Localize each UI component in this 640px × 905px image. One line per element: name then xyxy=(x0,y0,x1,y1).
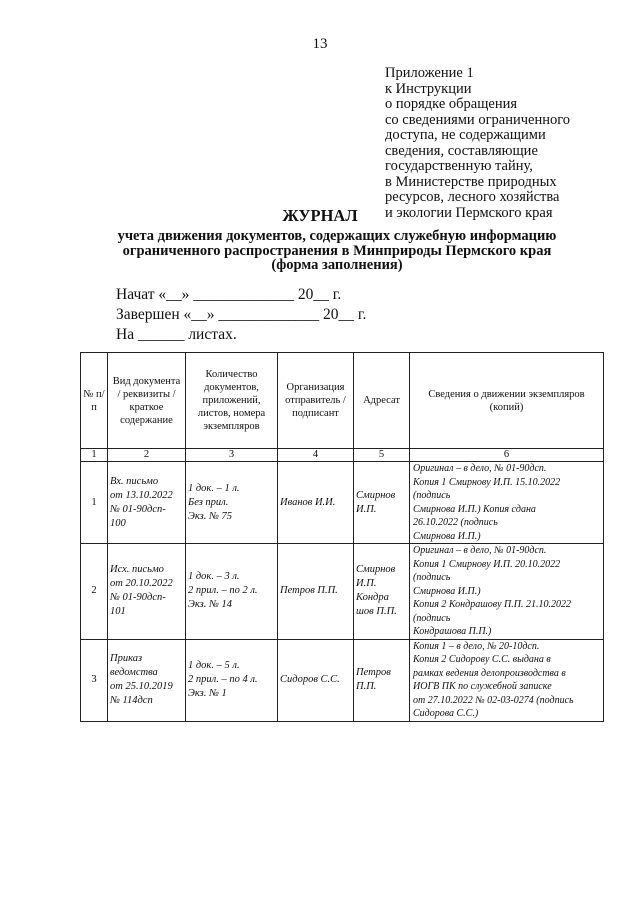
cell-line: Кондра xyxy=(356,592,389,604)
appendix-line: к Инструкции xyxy=(385,80,472,97)
cell-line: 1 док. – 3 л. xyxy=(188,571,240,583)
appendix-line: Приложение 1 xyxy=(385,65,474,81)
cell-line: Кондрашова П.П.) xyxy=(413,626,492,637)
cell-line: Приказ xyxy=(110,653,143,664)
cell-line: Петров xyxy=(356,667,391,678)
cell-line: № 114дсп xyxy=(110,695,153,706)
movement-cell xyxy=(410,462,604,544)
cell-line: Петров П.П. xyxy=(280,585,338,597)
cell-line: (подпись xyxy=(413,490,451,501)
organization-cell xyxy=(278,639,354,721)
appendix-line: государственную тайну, xyxy=(385,158,533,174)
header-organization: Организация отправитель / подписант xyxy=(278,353,354,449)
sheets-line: На ______ листах. xyxy=(116,326,237,343)
cell-line: Иванов И.И. xyxy=(280,496,336,508)
cell-line: П.П. xyxy=(356,681,377,692)
journal-table xyxy=(80,352,604,722)
row-number: 1 xyxy=(81,462,108,544)
column-number-row xyxy=(81,449,604,462)
cell-line: Оригинал – в дело, № 01-90дсп. xyxy=(413,463,547,474)
subtitle-line: (форма заполнения) xyxy=(271,257,403,273)
cell-line: Оригинал – в дело, № 01-90дсп. xyxy=(413,545,547,556)
quantity-cell xyxy=(186,639,278,721)
doc-cell xyxy=(108,544,186,640)
journal-meta xyxy=(116,285,366,345)
cell-line: И.П. xyxy=(356,503,377,515)
cell-line: Копия 1 Смирнову И.П. 20.10.2022 xyxy=(413,558,561,570)
appendix-line: доступа, не содержащими xyxy=(385,127,546,143)
organization-cell xyxy=(278,544,354,640)
cell-line: Экз. № 1 xyxy=(188,688,227,699)
addressee-cell xyxy=(354,462,410,544)
column-number: 3 xyxy=(186,449,278,462)
organization-cell xyxy=(278,462,354,544)
doc-cell xyxy=(108,639,186,721)
cell-line: Копия 2 Сидорову С.С. выдана в xyxy=(413,654,551,665)
cell-line: 1 док. – 1 л. xyxy=(188,482,240,494)
cell-line: Копия 2 Кондрашову П.П. 21.10.2022 xyxy=(413,599,571,610)
appendix-line: со сведениями ограниченного xyxy=(385,111,571,128)
cell-line: 2 прил. – по 2 л. xyxy=(188,585,258,597)
cell-line: Смирнов xyxy=(356,489,396,501)
cell-line: (подпись xyxy=(413,572,451,583)
cell-line: ИОГВ ПК по служебной записке xyxy=(413,681,552,692)
cell-line: Сидорова С.С.) xyxy=(413,708,479,719)
appendix-line: и экологии Пермского края xyxy=(385,204,553,221)
quantity-cell xyxy=(186,544,278,640)
cell-line: ведомства xyxy=(110,667,158,678)
header-num: № п/п xyxy=(81,353,108,449)
addressee-cell xyxy=(354,639,410,721)
subtitle-line: ограниченного распространения в Минприроды Пермского края xyxy=(122,242,552,259)
cell-line: Экз. № 14 xyxy=(188,599,233,611)
table-row xyxy=(81,544,604,640)
cell-line: от 13.10.2022 xyxy=(110,489,173,501)
appendix-line: о порядке обращения xyxy=(385,96,518,112)
cell-line: 101 xyxy=(110,606,126,618)
cell-line: 2 прил. – по 4 л. xyxy=(188,674,258,685)
cell-line: Смирнова И.П.) Копия сдана xyxy=(413,503,536,515)
cell-line: шов П.П. xyxy=(356,606,397,618)
column-number: 5 xyxy=(354,449,410,462)
document-title: ЖУРНАЛ xyxy=(282,206,358,225)
quantity-cell xyxy=(186,462,278,544)
table-row xyxy=(81,639,604,721)
header-addressee: Адресат xyxy=(354,353,410,449)
page-number: 13 xyxy=(312,36,328,52)
appendix-line: ресурсов, лесного хозяйства xyxy=(385,189,560,205)
appendix-block xyxy=(385,66,625,221)
column-number: 6 xyxy=(410,449,604,462)
cell-line: И.П. xyxy=(356,578,377,590)
cell-line: № 01-90дсп- xyxy=(110,592,166,604)
doc-cell xyxy=(108,462,186,544)
table-row xyxy=(81,462,604,544)
cell-line: от 20.10.2022 xyxy=(110,578,173,590)
addressee-cell xyxy=(354,544,410,640)
table-header-row xyxy=(81,353,604,449)
cell-line: Копия 1 – в дело, № 20-10дсп. xyxy=(413,640,540,652)
column-number: 1 xyxy=(81,449,108,462)
cell-line: Экз. № 75 xyxy=(188,510,233,522)
row-number: 3 xyxy=(81,639,108,721)
cell-line: Исх. письмо xyxy=(110,564,164,576)
finished-line: Завершен «__» _____________ 20__ г. xyxy=(116,306,367,323)
cell-line: от 27.10.2022 № 02-03-0274 (подпись xyxy=(413,694,574,706)
cell-line: от 25.10.2019 xyxy=(110,681,173,692)
cell-line: рамках ведения делопроизводства в xyxy=(413,667,566,679)
cell-line: (подпись xyxy=(413,612,451,624)
column-number: 2 xyxy=(108,449,186,462)
header-quantity: Количество документов, приложений, листов, номера экземпляров xyxy=(186,353,278,449)
started-line: Начат «__» _____________ 20__ г. xyxy=(116,286,342,303)
appendix-line: сведения, составляющие xyxy=(385,142,538,159)
cell-line: Смирнова И.П.) xyxy=(413,530,481,542)
cell-line: Копия 1 Смирнову И.П. 15.10.2022 xyxy=(413,476,561,488)
cell-line: Сидоров С.С. xyxy=(280,674,340,685)
cell-line: № 01-90дсп- xyxy=(110,503,166,515)
document-subtitle xyxy=(92,229,582,273)
cell-line: 26.10.2022 (подпись xyxy=(413,517,498,528)
movement-cell xyxy=(410,544,604,640)
cell-line: Смирнов xyxy=(356,564,396,576)
cell-line: 1 док. – 5 л. xyxy=(188,660,240,671)
header-movement: Сведения о движении экземпляров (копий) xyxy=(410,353,604,449)
appendix-line: в Министерстве природных xyxy=(385,173,557,190)
cell-line: Без прил. xyxy=(188,496,229,508)
movement-cell xyxy=(410,639,604,721)
header-doc-type: Вид документа / реквизиты / краткое содержание xyxy=(108,353,186,449)
row-number: 2 xyxy=(81,544,108,640)
cell-line: 100 xyxy=(110,517,126,529)
cell-line: Вх. письмо xyxy=(110,475,159,487)
column-number: 4 xyxy=(278,449,354,462)
subtitle-line: учета движения документов, содержащих служебную информацию xyxy=(117,228,557,244)
cell-line: Смирнова И.П.) xyxy=(413,585,481,597)
